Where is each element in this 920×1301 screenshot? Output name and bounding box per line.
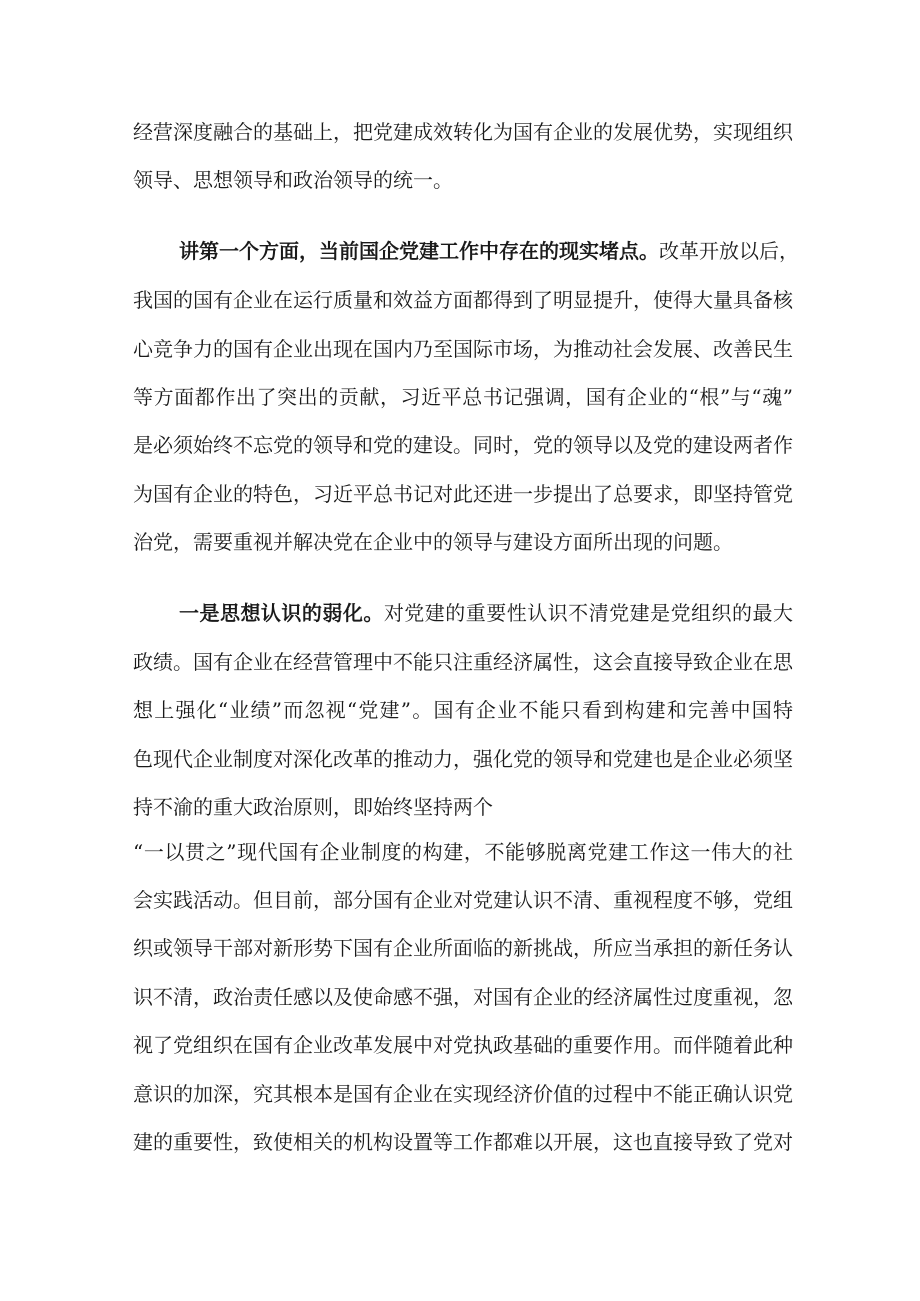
line-text: 织或领导干部对新形势下国有企业所面临的新挑战，所应当承担的新任务认	[133, 936, 793, 960]
paragraph-line	[133, 528, 793, 556]
line-text: 识不清，政治责任感以及使命感不强，对国有企业的经济属性过度重视，忽	[133, 985, 793, 1009]
line-text: 政绩。国有企业在经营管理中不能只注重经济属性，这会直接导致企业在思	[133, 650, 793, 674]
paragraph-line	[133, 480, 793, 508]
paragraph-line	[133, 1031, 793, 1059]
line-text: 改革开放以后，	[659, 239, 799, 263]
paragraph-line	[133, 118, 793, 146]
paragraph-line	[179, 599, 793, 627]
line-text: 持不渝的重大政治原则，即始终坚持两个	[133, 795, 493, 819]
paragraph-line	[133, 838, 793, 866]
paragraph-line	[133, 383, 793, 411]
line-text: “一以贯之”现代国有企业制度的构建，不能够脱离党建工作这一伟大的社	[133, 840, 793, 864]
line-text: 视了党组织在国有企业改革发展中对党执政基础的重要作用。而伴随着此种	[133, 1033, 793, 1057]
line-text: 色现代企业制度对深化改革的推动力，强化党的领导和党建也是企业必须坚	[133, 747, 793, 771]
paragraph-line	[179, 237, 799, 265]
paragraph-line	[133, 286, 793, 314]
line-text: 想上强化“业绩”而忽视“党建”。国有企业不能只看到构建和完善中国特	[133, 698, 793, 722]
bold-heading: 一是思想认识的弱化。	[179, 601, 384, 625]
paragraph-line	[133, 431, 793, 459]
paragraph-line	[133, 648, 793, 676]
paragraph-line	[133, 934, 793, 962]
bold-heading: 讲第一个方面，当前国企党建工作中存在的现实堵点。	[179, 239, 659, 263]
paragraph-line	[133, 886, 793, 914]
line-text: 领导、思想领导和政治领导的统一。	[133, 168, 453, 192]
paragraph-line	[133, 696, 793, 724]
line-text: 会实践活动。但目前，部分国有企业对党建认识不清、重视程度不够，党组	[133, 888, 793, 912]
line-text: 经营深度融合的基础上，把党建成效转化为国有企业的发展优势，实现组织	[133, 120, 793, 144]
paragraph-line	[133, 983, 793, 1011]
paragraph-line	[133, 745, 793, 773]
line-text: 对党建的重要性认识不清党建是党组织的最大	[383, 601, 794, 625]
paragraph-line	[133, 793, 793, 821]
paragraph-line	[133, 335, 793, 363]
line-text: 是必须始终不忘党的领导和党的建设。同时，党的领导以及党的建设两者作	[133, 433, 793, 457]
line-text: 等方面都作出了突出的贡献，习近平总书记强调，国有企业的“根”与“魂”	[133, 385, 793, 409]
line-text: 建的重要性，致使相关的机构设置等工作都难以开展，这也直接导致了党对	[133, 1130, 793, 1154]
line-text: 我国的国有企业在运行质量和效益方面都得到了明显提升，使得大量具备核	[133, 288, 793, 312]
paragraph-line	[133, 166, 793, 194]
line-text: 意识的加深，究其根本是国有企业在实现经济价值的过程中不能正确认识党	[133, 1082, 793, 1106]
paragraph-line	[133, 1128, 793, 1156]
line-text: 治党，需要重视并解决党在企业中的领导与建设方面所出现的问题。	[133, 530, 733, 554]
paragraph-line	[133, 1080, 793, 1108]
line-text: 为国有企业的特色，习近平总书记对此还进一步提出了总要求，即坚持管党	[133, 482, 793, 506]
line-text: 心竞争力的国有企业出现在国内乃至国际市场，为推动社会发展、改善民生	[133, 337, 793, 361]
